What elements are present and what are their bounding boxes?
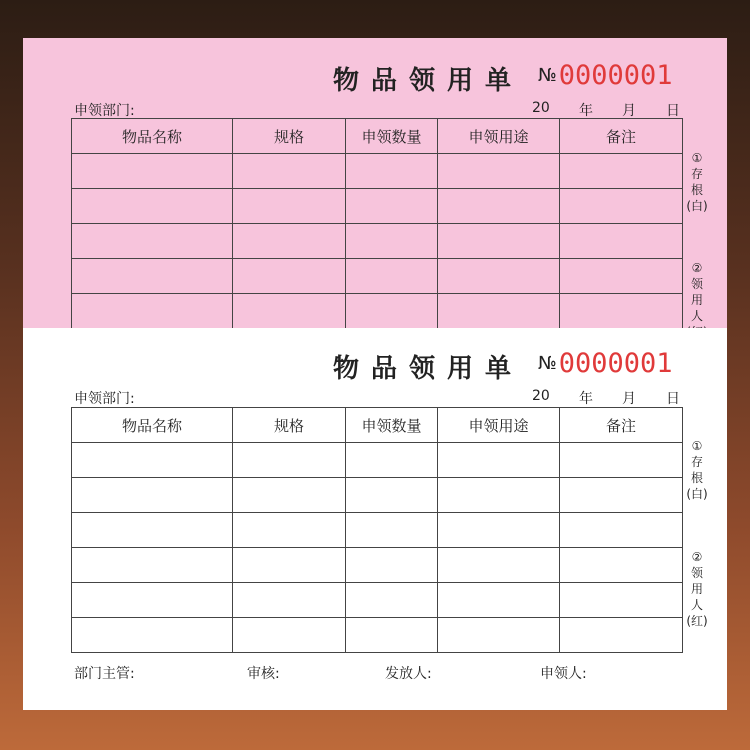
form-title: 物品领用单: [332, 354, 523, 384]
copy-note-char: 人: [690, 309, 703, 323]
date-day-unit: 日: [666, 103, 680, 119]
table-cell[interactable]: [438, 513, 560, 548]
items-table: [71, 118, 683, 329]
department-label: 申领部门:: [74, 391, 135, 407]
table-cell[interactable]: [346, 294, 438, 329]
table-cell[interactable]: [233, 224, 346, 259]
copy-note-char: 用: [690, 582, 703, 596]
table-cell[interactable]: [438, 478, 560, 513]
number-symbol: №: [538, 65, 557, 86]
copy-note-char: (白): [686, 487, 708, 501]
white-form-sheet: [23, 328, 727, 710]
table-cell[interactable]: [438, 224, 560, 259]
items-table: [71, 407, 683, 653]
table-cell[interactable]: [560, 154, 683, 189]
footer-recipient-label: 申领人:: [540, 666, 587, 682]
number-symbol: №: [538, 353, 557, 374]
footer-manager-label: 部门主管:: [74, 666, 135, 682]
table-cell[interactable]: [233, 154, 346, 189]
date-month-unit: 月: [622, 103, 636, 119]
column-header-purpose: 申领用途: [438, 408, 560, 443]
copy-note-char: ②: [691, 261, 703, 275]
copy-note-char: 人: [690, 598, 703, 612]
table-cell[interactable]: [560, 583, 683, 618]
table-cell[interactable]: [72, 154, 233, 189]
date-year-unit: 年: [579, 103, 593, 119]
table-cell[interactable]: [233, 583, 346, 618]
date-month-unit: 月: [622, 391, 636, 407]
copy-note-char: 存: [690, 455, 703, 469]
table-row: [72, 443, 683, 478]
table-cell[interactable]: [72, 294, 233, 329]
table-cell[interactable]: [233, 548, 346, 583]
table-cell[interactable]: [72, 443, 233, 478]
form-number: [538, 348, 673, 379]
copy-note-char: 根: [690, 471, 703, 485]
table-cell[interactable]: [346, 224, 438, 259]
column-header-spec: 规格: [233, 408, 346, 443]
copy-note-char: ①: [691, 439, 703, 453]
table-row: [72, 548, 683, 583]
date-year: 20: [532, 100, 550, 116]
column-header-purpose: 申领用途: [438, 119, 560, 154]
table-cell[interactable]: [438, 443, 560, 478]
table-cell[interactable]: [560, 259, 683, 294]
column-header-quantity: 申领数量: [346, 408, 438, 443]
table-row: [72, 513, 683, 548]
table-cell[interactable]: [233, 618, 346, 653]
date-year-unit: 年: [579, 391, 593, 407]
table-cell[interactable]: [438, 259, 560, 294]
copy-note-recipient: [684, 549, 710, 629]
copy-note-char: 存: [690, 167, 703, 181]
table-cell[interactable]: [233, 189, 346, 224]
column-header-remarks: 备注: [560, 408, 683, 443]
date-day-unit: 日: [666, 391, 680, 407]
form-title: 物品领用单: [332, 66, 523, 96]
table-cell[interactable]: [72, 618, 233, 653]
form-number: [538, 60, 673, 91]
table-cell[interactable]: [233, 513, 346, 548]
table-cell[interactable]: [72, 548, 233, 583]
table-row: [72, 618, 683, 653]
copy-note-stub: [684, 150, 710, 214]
table-cell[interactable]: [346, 513, 438, 548]
table-cell[interactable]: [72, 224, 233, 259]
table-row: [72, 154, 683, 189]
footer-issuer-label: 发放人:: [385, 666, 432, 682]
table-cell[interactable]: [72, 583, 233, 618]
table-cell[interactable]: [346, 443, 438, 478]
table-cell[interactable]: [72, 478, 233, 513]
column-header-item-name: 物品名称: [72, 119, 233, 154]
table-header-row: [72, 119, 683, 154]
table-cell[interactable]: [438, 294, 560, 329]
table-row: [72, 189, 683, 224]
table-cell[interactable]: [560, 513, 683, 548]
table-cell[interactable]: [346, 583, 438, 618]
table-cell[interactable]: [560, 224, 683, 259]
table-row: [72, 478, 683, 513]
table-cell[interactable]: [560, 443, 683, 478]
table-cell[interactable]: [233, 443, 346, 478]
department-label: 申领部门:: [74, 103, 135, 119]
table-cell[interactable]: [346, 478, 438, 513]
copy-note-char: 领: [690, 566, 703, 580]
table-cell[interactable]: [438, 618, 560, 653]
table-cell[interactable]: [560, 189, 683, 224]
table-cell[interactable]: [438, 583, 560, 618]
table-cell[interactable]: [346, 548, 438, 583]
table-cell[interactable]: [560, 294, 683, 329]
table-cell[interactable]: [560, 478, 683, 513]
copy-note-char: 根: [690, 183, 703, 197]
copy-note-char: ②: [691, 550, 703, 564]
table-row: [72, 224, 683, 259]
table-cell[interactable]: [438, 548, 560, 583]
table-row: [72, 294, 683, 329]
table-cell[interactable]: [72, 259, 233, 294]
serial-number: 0000001: [558, 348, 673, 379]
table-cell[interactable]: [346, 154, 438, 189]
table-row: [72, 259, 683, 294]
pink-form-sheet: [23, 38, 727, 328]
table-cell[interactable]: [560, 618, 683, 653]
copy-note-char: (白): [686, 199, 708, 213]
table-row: [72, 583, 683, 618]
copy-note-char: 用: [690, 293, 703, 307]
table-cell[interactable]: [233, 294, 346, 329]
table-cell[interactable]: [346, 259, 438, 294]
table-cell[interactable]: [346, 189, 438, 224]
footer-reviewer-label: 审核:: [247, 666, 280, 682]
copy-note-char: ①: [691, 151, 703, 165]
table-cell[interactable]: [72, 513, 233, 548]
table-cell[interactable]: [560, 548, 683, 583]
table-cell[interactable]: [346, 618, 438, 653]
table-header-row: [72, 408, 683, 443]
table-cell[interactable]: [233, 478, 346, 513]
date-year: 20: [532, 388, 550, 404]
copy-note-char: 领: [690, 277, 703, 291]
table-cell[interactable]: [438, 154, 560, 189]
copy-note-stub: [684, 438, 710, 502]
column-header-spec: 规格: [233, 119, 346, 154]
table-cell[interactable]: [233, 259, 346, 294]
column-header-item-name: 物品名称: [72, 408, 233, 443]
column-header-remarks: 备注: [560, 119, 683, 154]
column-header-quantity: 申领数量: [346, 119, 438, 154]
table-cell[interactable]: [438, 189, 560, 224]
copy-note-char: (红): [686, 614, 708, 628]
serial-number: 0000001: [558, 60, 673, 91]
table-cell[interactable]: [72, 189, 233, 224]
